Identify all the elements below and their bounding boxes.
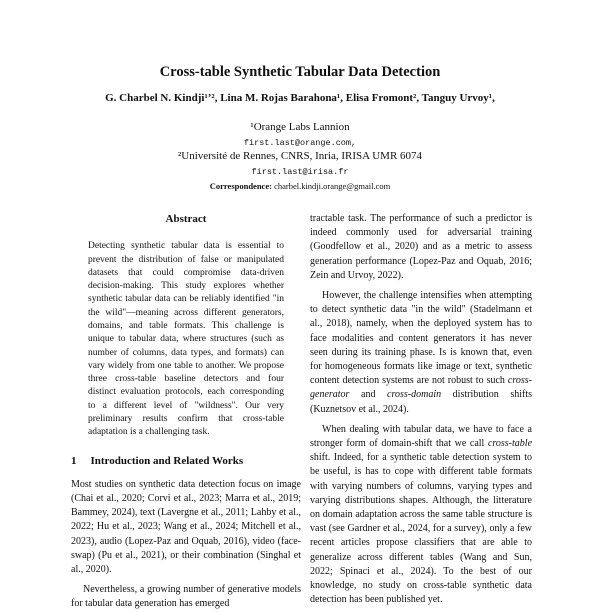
left-column — [71, 212, 301, 612]
affiliation-1: ¹Orange Labs Lannion — [250, 121, 350, 133]
section-number: 1 — [71, 454, 77, 467]
p3-start: When dealing with tabular data, we have to face a stronger form of domain-shift that we call — [310, 423, 532, 450]
right-paragraph-1: tractable task. The performance of such a predictor is indeed commonly used for adversarial training (Goodfellow et al., 2020) and as a metric to assess generation performance (Lopez-Paz and Oquab, 2016; Zein and Urvoy, 2022). — [310, 213, 532, 281]
p2-text: However, the challenge intensifies when attempting to detect synthetic data "in the wild" (Stadelmann et al., 2018), namely, when the deployed system has to face modalities and content generators it has never seen during its training phase. Is is known that, even for homogeneous formats like image or text, synthetic content detection systems are not robust to such — [310, 290, 532, 387]
p2-end: distribution shifts (Kuznetsov et al., 2024). — [310, 389, 533, 415]
p2-italic-1: cross-generator — [310, 375, 532, 401]
email-2: first.last@irisa.fr — [251, 167, 349, 177]
right-column — [310, 212, 532, 607]
abstract-text: Detecting synthetic tabular data is essential to prevent the distribution of false or manipulated datasets that could compromise data-driven decision-making. This study explores whether synthetic tabular data can be reliably identified "in the wild"—meaning across different generators, domains, and table formats. This challenge is unique to tabular data, where structures (such as number of columns, data types, and formats) can vary widely from one table to another. We propose three cross-table baseline detectors and four distinct evaluation protocols, each corresponding to a different level of "wildness". Our very preliminary results confirm that cross-table adaptation is a challenging task. — [88, 241, 284, 438]
paper-title: Cross-table Synthetic Tabular Data Detection — [159, 64, 441, 80]
correspondence-line — [0, 181, 600, 191]
p2-italic-2: cross-domain — [387, 389, 442, 401]
right-paragraph-3 — [310, 423, 532, 608]
affiliation-2: ²Université de Rennes, CNRS, Inria, IRISA UMR 6074 — [177, 150, 423, 162]
author-list: G. Charbel N. Kindji¹ʼ², Lina M. Rojas Barahona¹, Elisa Fromont², Tanguy Urvoy¹, — [105, 92, 495, 104]
section-heading — [71, 454, 301, 468]
intro-paragraph-2: Nevertheless, a growing number of generative models for tabular data generation has emerged — [71, 584, 301, 610]
right-paragraph-2 — [310, 289, 532, 417]
email-1: first.last@orange.com, — [243, 138, 357, 148]
correspondence-email: charbel.kindji.orange@gmail.com — [274, 181, 391, 191]
p3-rest: shift. Indeed, for a synthetic table detection system to be useful, is has to cope with different table formats with varying numbers of columns, varying types and varying distributions shapes. Although, the litterature on domain adaptation across the same table structure is vast (see Gardner et al., 2024, for a survey), only a few recent articles propose classifiers that are able to generalize across different tables (Wang and Sun, 2022; Spinaci et al., 2024). To the best of our knowledge, no study on cross-table synthetic data detection has been published yet. — [310, 452, 532, 606]
p3-italic: cross-table — [487, 438, 533, 450]
abstract-heading: Abstract — [165, 213, 207, 225]
section-title: Introduction and Related Works — [90, 454, 244, 467]
correspondence-label: Correspondence: — [209, 181, 272, 191]
p2-mid: and — [361, 389, 376, 401]
intro-paragraph-1: Most studies on synthetic data detection focus on image (Chai et al., 2020; Corvi et al., 2023; Marra et al., 2019; Bammey, 2024), text (Lavergne et al., 2011; Lahby et al., 2022; Hu et al., 2023; Wang et al., 2024; Mitchell et al., 2023), audio (Lopez-Paz and Oquab, 2016), video (face-swap) (Pu et al., 2021), or their combination (Singhal et al., 2020). — [71, 478, 301, 576]
